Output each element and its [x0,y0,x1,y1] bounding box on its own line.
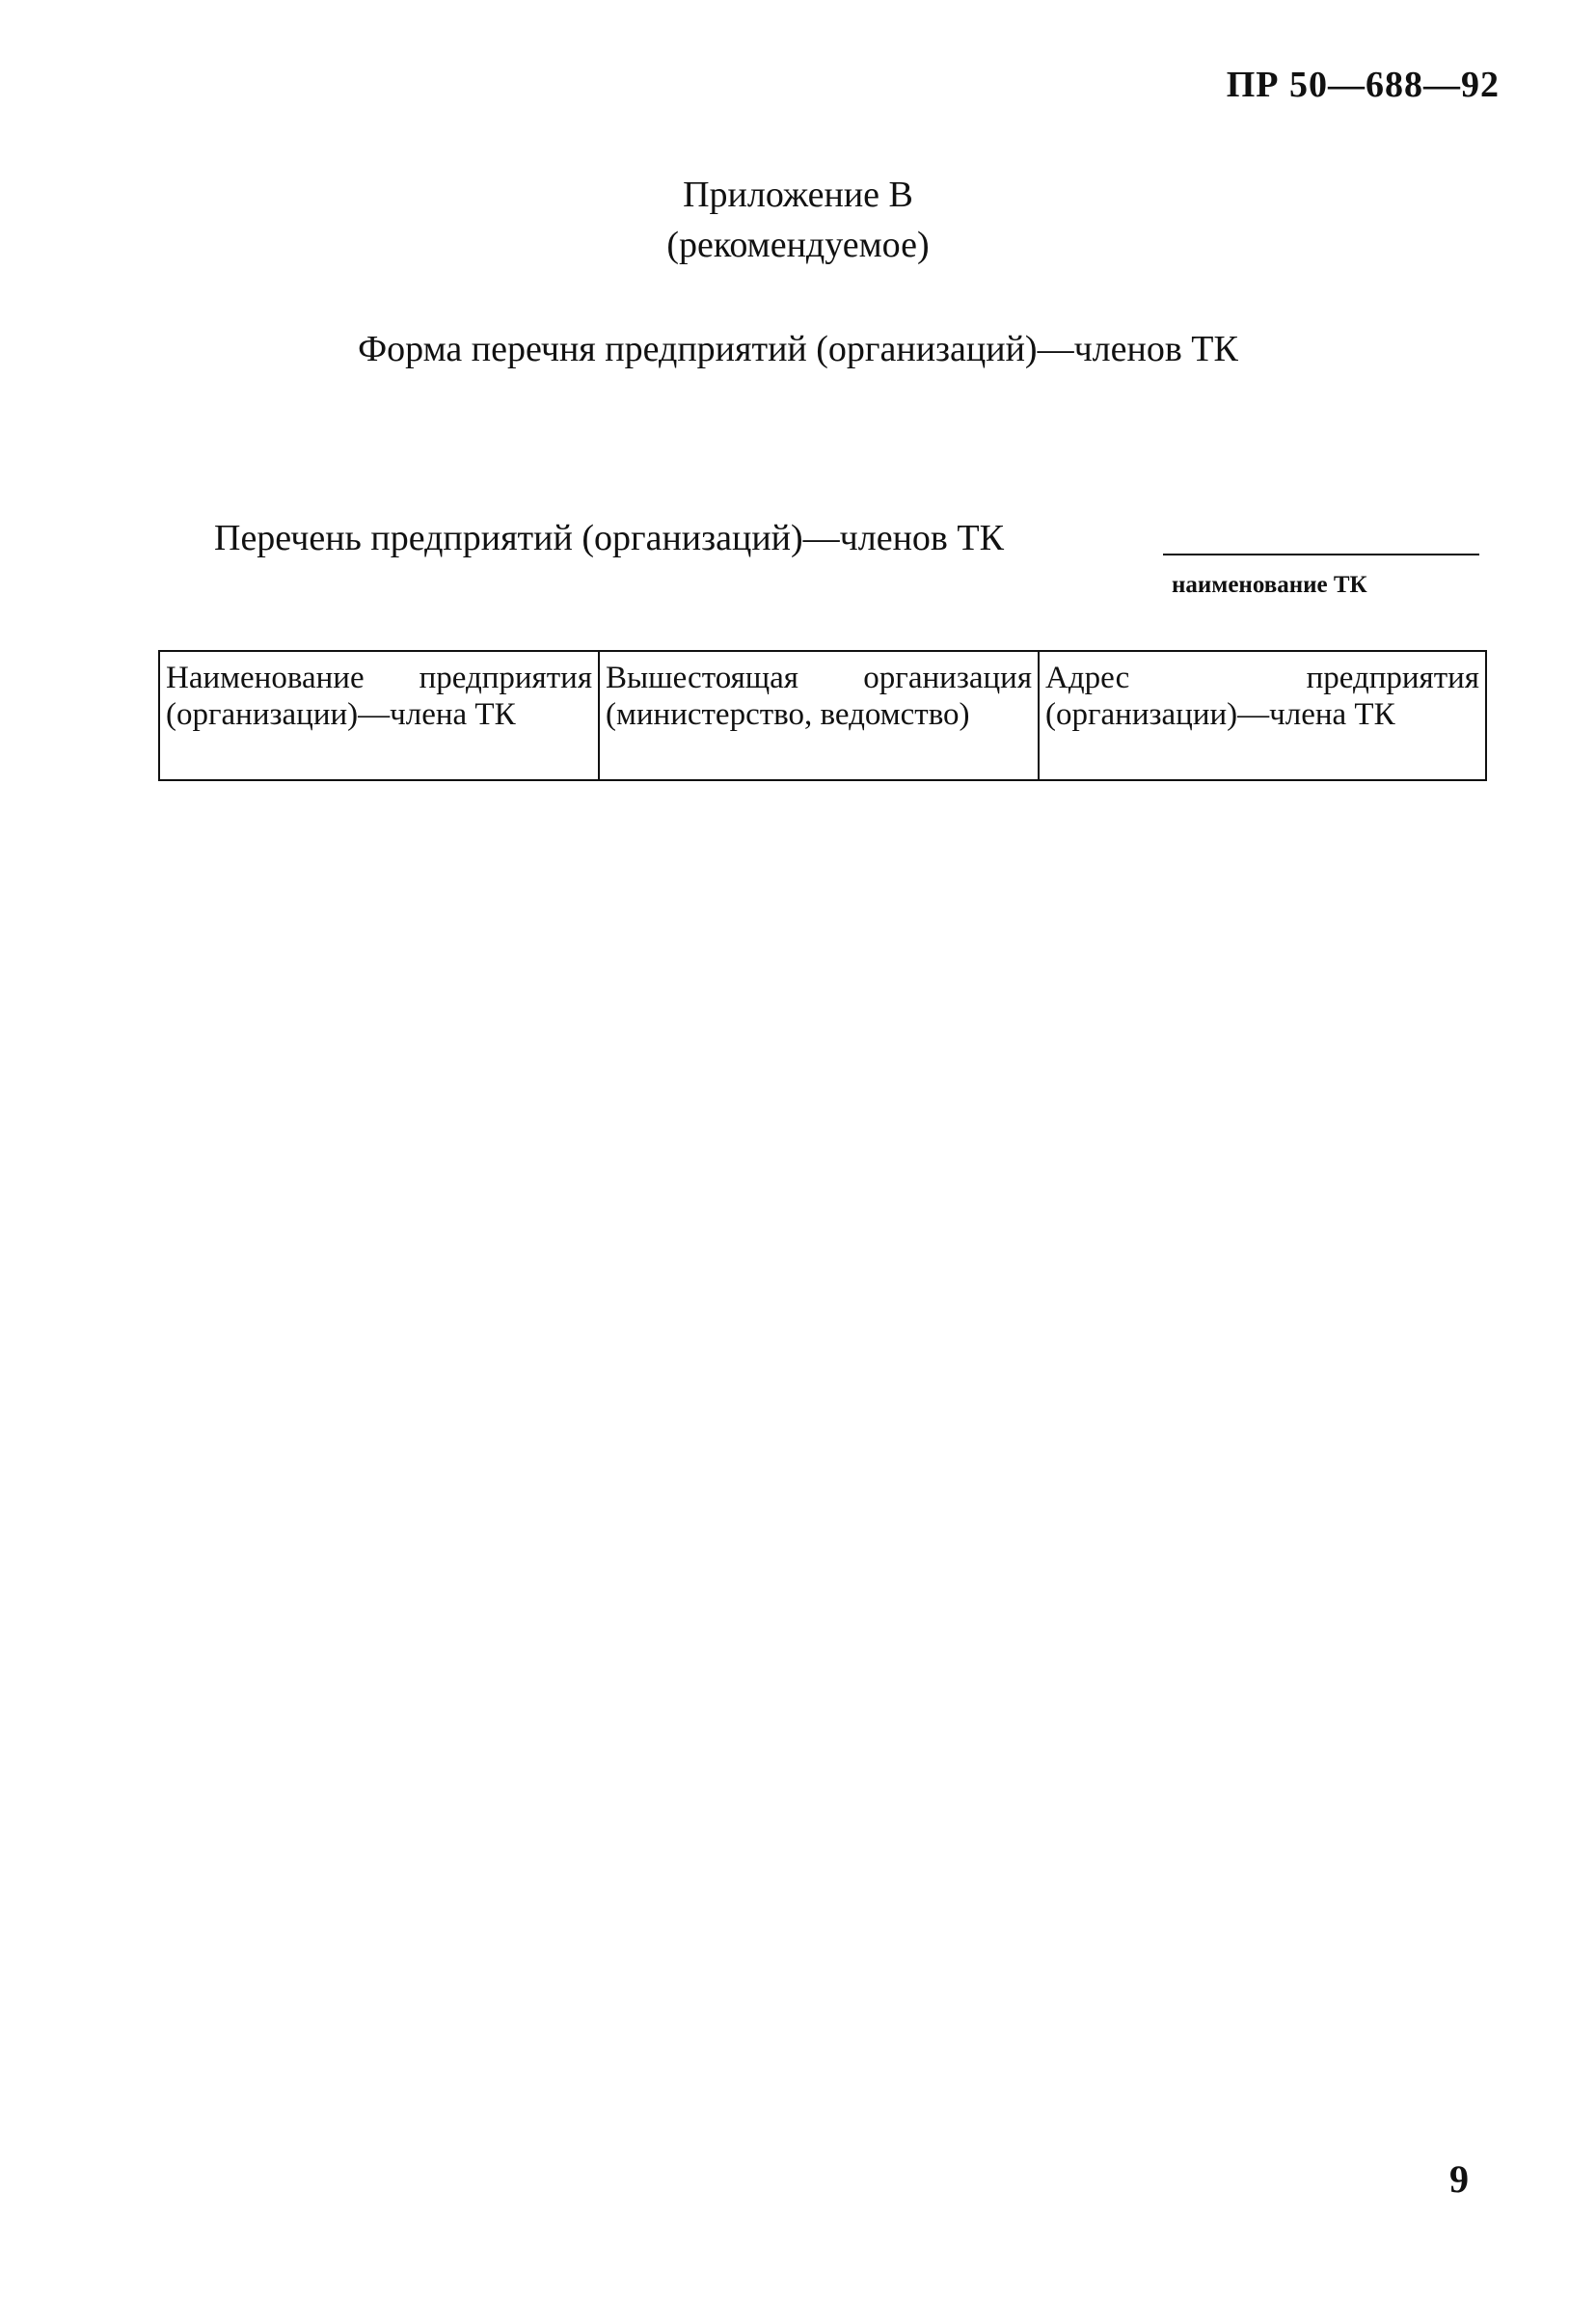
appendix-title: Приложение В [683,175,913,215]
column-header-enterprise-name: Наименование предприятия (организации)—члена ТК [159,651,599,780]
column-header-address: Адрес предприятия (организации)—члена ТК [1039,651,1486,780]
table-header-row [159,651,1486,780]
list-name-blank-line [1163,554,1479,555]
list-title: Перечень предприятий (организаций)—членов ТК [214,518,1004,558]
document-code: ПР 50—688—92 [1226,65,1500,105]
members-table [158,650,1487,781]
appendix-subtitle: (рекомендуемое) [666,225,930,265]
page-number: 9 [1449,2157,1469,2201]
column-header-parent-organization: Вышестоящая организация (министерство, ведомство) [599,651,1039,780]
form-title: Форма перечня предприятий (организаций)—членов ТК [358,329,1238,369]
list-name-caption: наименование ТК [1172,572,1367,598]
